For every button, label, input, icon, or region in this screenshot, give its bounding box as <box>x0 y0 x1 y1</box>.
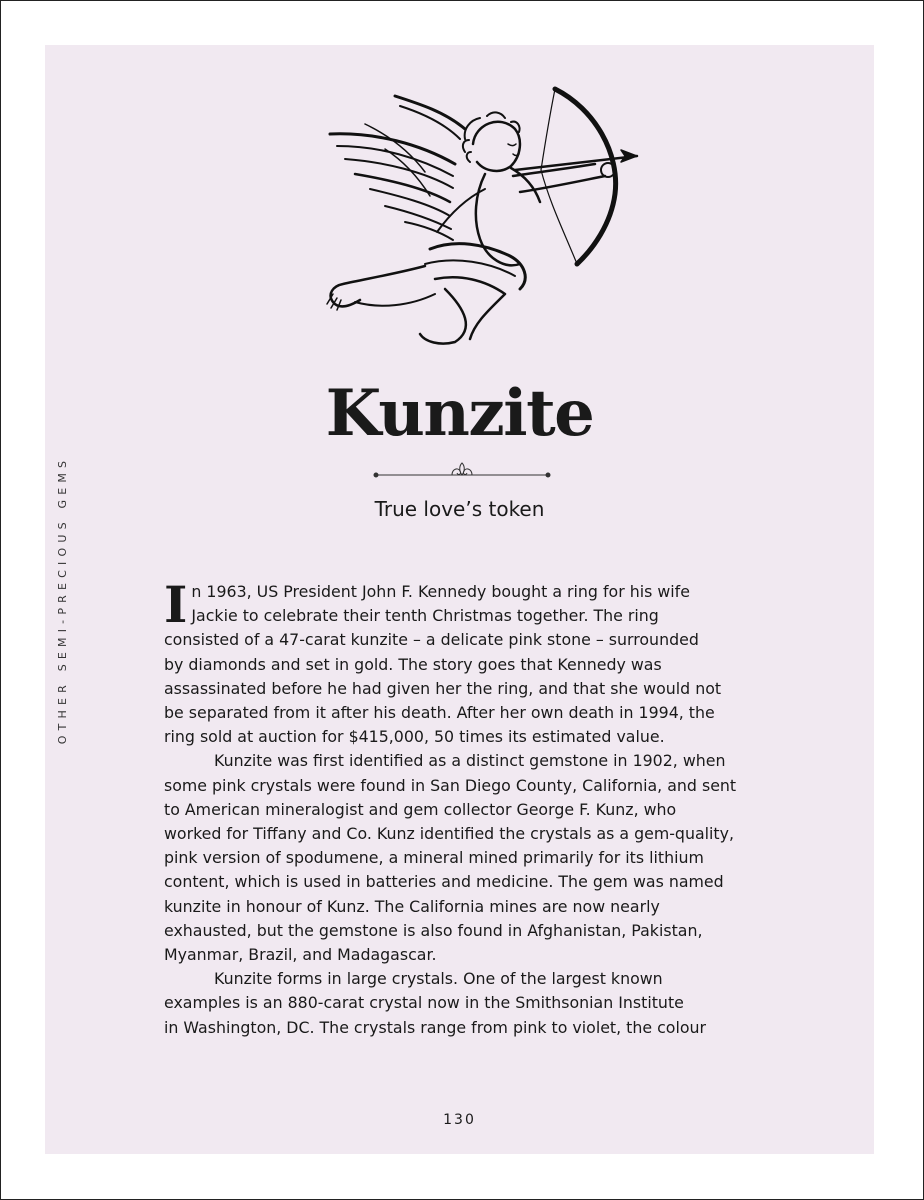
body-line: n 1963, US President John F. Kennedy bought a ring for his wife <box>191 582 690 601</box>
body-line: examples is an 880-carat crystal now in the Smithsonian Institute <box>164 993 684 1013</box>
body-line: exhausted, but the gemstone is also found in Afghanistan, Pakistan, <box>164 920 703 940</box>
drop-cap: I <box>164 575 188 634</box>
page-number: 130 <box>443 1112 476 1128</box>
body-line: ring sold at auction for $415,000, 50 times its estimated value. <box>164 727 665 747</box>
body-line: consisted of a 47-carat kunzite – a delicate pink stone – surrounded <box>164 630 699 650</box>
body-line: in Washington, DC. The crystals range from pink to violet, the colour <box>164 1017 707 1037</box>
page-subtitle: True love’s token <box>374 497 545 521</box>
body-line: Kunzite was first identified as a distinct gemstone in 1902, when <box>214 751 726 771</box>
body-line: kunzite in honour of Kunz. The California mines are now nearly <box>164 896 660 916</box>
body-line: pink version of spodumene, a mineral mined primarily for its lithium <box>164 848 704 868</box>
body-line: Jackie to celebrate their tenth Christmas together. The ring <box>191 606 659 626</box>
section-side-label: OTHER SEMI-PRECIOUS GEMS <box>56 455 69 745</box>
body-line: be separated from it after his death. After her own death in 1994, the <box>164 703 715 723</box>
cupid-icon <box>325 84 655 349</box>
flourish-divider-icon <box>372 460 552 482</box>
body-line: some pink crystals were found in San Diego County, California, and sent <box>164 775 737 795</box>
body-line: Kunzite forms in large crystals. One of the largest known <box>214 969 663 989</box>
body-line: assassinated before he had given her the ring, and that she would not <box>164 678 722 698</box>
body-line: content, which is used in batteries and medicine. The gem was named <box>164 872 724 892</box>
body-line: worked for Tiffany and Co. Kunz identified the crystals as a gem-quality, <box>164 824 734 844</box>
body-line: Myanmar, Brazil, and Madagascar. <box>164 945 437 965</box>
page-title: Kunzite <box>325 376 594 451</box>
body-text <box>164 575 764 1040</box>
body-line: to American mineralogist and gem collector George F. Kunz, who <box>164 799 677 819</box>
body-line: by diamonds and set in gold. The story goes that Kennedy was <box>164 654 662 674</box>
